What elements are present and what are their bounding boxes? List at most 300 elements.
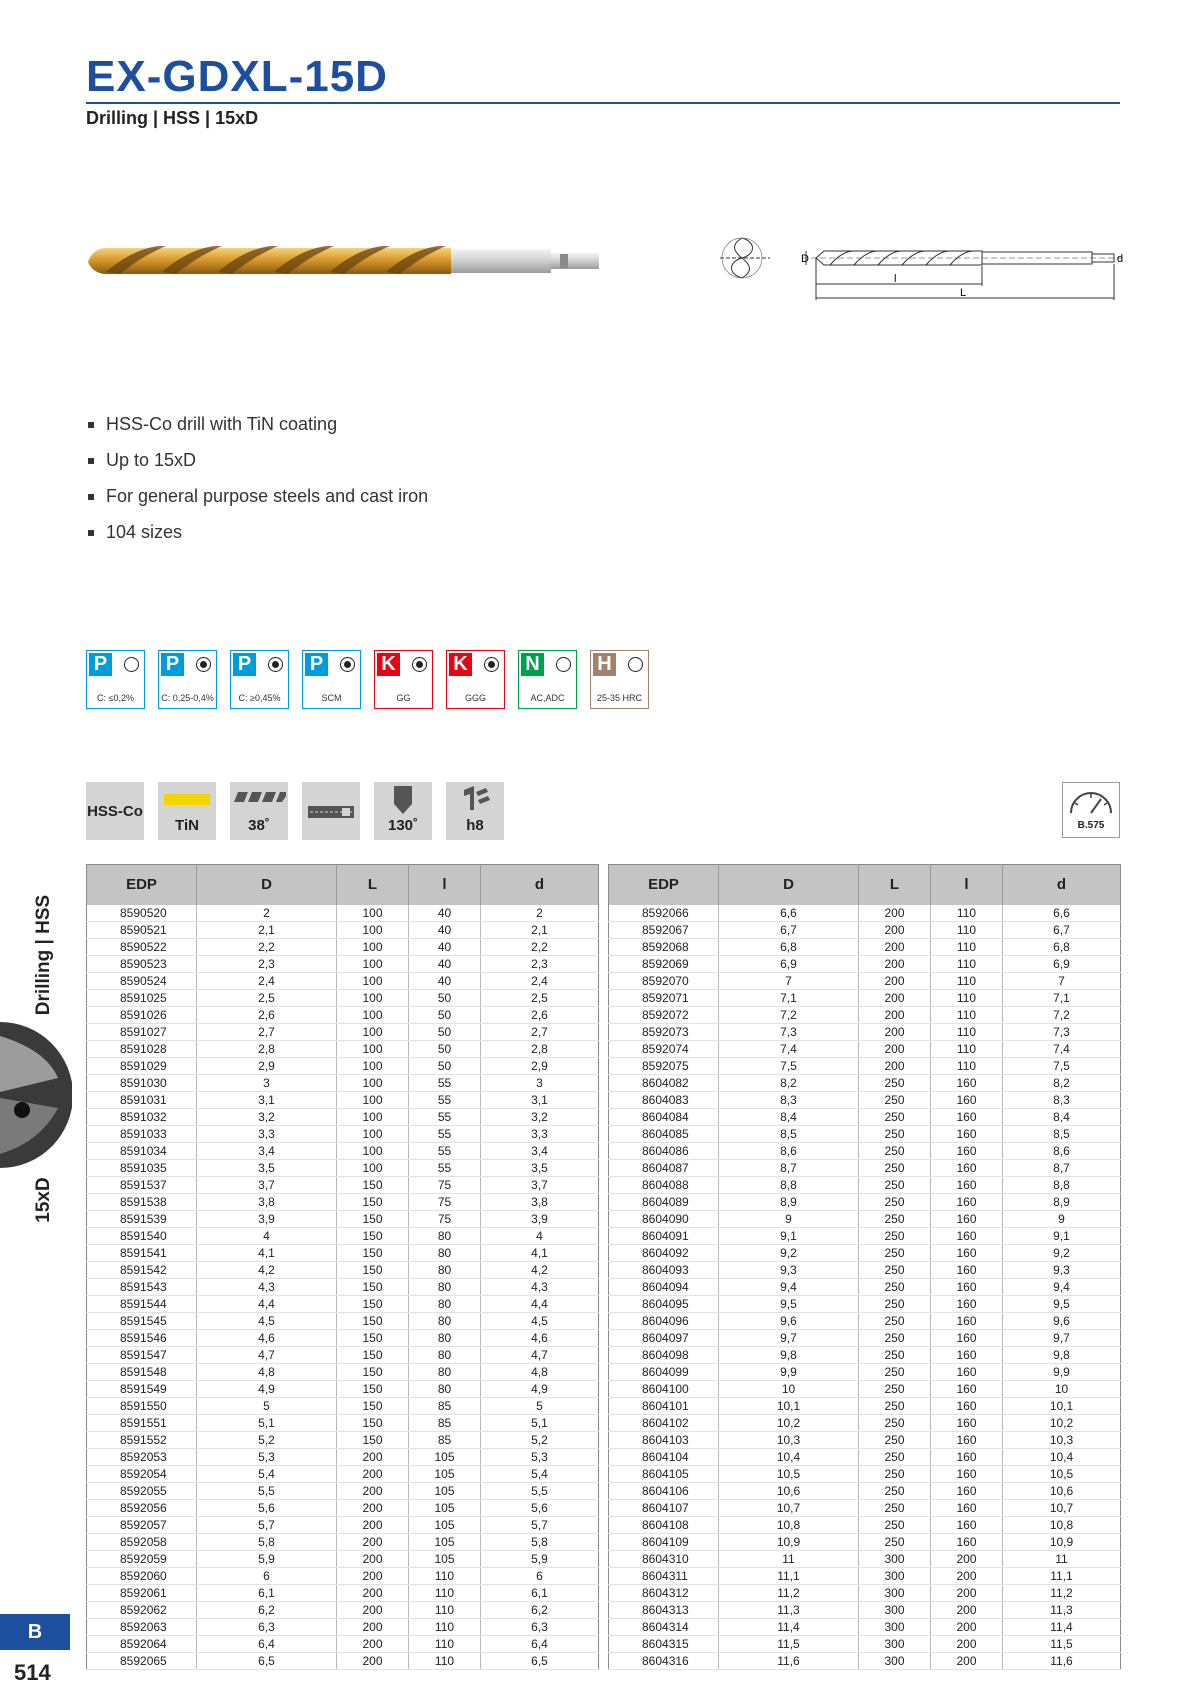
table-row <box>609 1108 1121 1125</box>
table-row <box>609 1635 1121 1652</box>
cell-d: 2,5 <box>481 989 599 1006</box>
cell-d: 10,7 <box>1003 1499 1121 1516</box>
cell-d: 5,9 <box>197 1550 337 1567</box>
table-row <box>87 1023 599 1040</box>
gauge-icon <box>1063 783 1119 817</box>
table-row <box>87 955 599 972</box>
cell-l: 75 <box>409 1193 481 1210</box>
cell-l: 100 <box>337 989 409 1006</box>
cell-l: 160 <box>931 1363 1003 1380</box>
cell-d: 3,8 <box>481 1193 599 1210</box>
cell-l: 160 <box>931 1091 1003 1108</box>
material-icon-n <box>518 650 577 709</box>
cell-d: 8,4 <box>1003 1108 1121 1125</box>
cell-edp: 8592058 <box>87 1533 197 1550</box>
cell-l: 160 <box>931 1380 1003 1397</box>
cell-edp: 8591541 <box>87 1244 197 1261</box>
material-hssco-badge <box>86 782 144 840</box>
cell-l: 250 <box>859 1482 931 1499</box>
cell-l: 250 <box>859 1210 931 1227</box>
cell-l: 200 <box>337 1584 409 1601</box>
cell-l: 110 <box>931 1023 1003 1040</box>
table-row <box>609 955 1121 972</box>
cell-d: 6,7 <box>719 921 859 938</box>
cell-edp: 8591540 <box>87 1227 197 1244</box>
cell-d: 4,8 <box>197 1363 337 1380</box>
helix-angle-icon <box>230 782 288 812</box>
cell-l: 200 <box>337 1533 409 1550</box>
cell-l: 160 <box>931 1125 1003 1142</box>
cell-l: 110 <box>931 1057 1003 1074</box>
title-divider <box>86 102 1120 104</box>
cell-edp: 8592055 <box>87 1482 197 1499</box>
cell-d: 8,3 <box>719 1091 859 1108</box>
table-row <box>609 1516 1121 1533</box>
cell-edp: 8591550 <box>87 1397 197 1414</box>
cell-edp: 8604091 <box>609 1227 719 1244</box>
table-row <box>609 1346 1121 1363</box>
material-letter: K <box>449 653 472 676</box>
cell-l: 200 <box>337 1482 409 1499</box>
cell-d: 4,9 <box>197 1380 337 1397</box>
cell-l: 110 <box>409 1652 481 1669</box>
cell-d: 3,2 <box>197 1108 337 1125</box>
cell-d: 8,8 <box>1003 1176 1121 1193</box>
cell-l: 160 <box>931 1295 1003 1312</box>
cell-d: 11,1 <box>719 1567 859 1584</box>
cell-l: 160 <box>931 1465 1003 1482</box>
cell-l: 80 <box>409 1261 481 1278</box>
cell-edp: 8591549 <box>87 1380 197 1397</box>
drill-technical-drawing <box>712 228 1124 308</box>
cell-l: 200 <box>931 1567 1003 1584</box>
feature-item: HSS-Co drill with TiN coating <box>86 412 428 448</box>
cell-edp: 8604313 <box>609 1601 719 1618</box>
table-row <box>87 1040 599 1057</box>
cell-l: 100 <box>337 972 409 989</box>
cell-l: 150 <box>337 1176 409 1193</box>
cell-l: 250 <box>859 1159 931 1176</box>
cell-d: 6 <box>197 1567 337 1584</box>
cell-l: 105 <box>409 1482 481 1499</box>
cell-edp: 8591548 <box>87 1363 197 1380</box>
coating-color-bar <box>164 794 210 805</box>
cell-d: 9,4 <box>1003 1278 1121 1295</box>
drill-cross-section-graphic <box>0 1022 72 1168</box>
column-header-l: l <box>931 865 1003 905</box>
cell-l: 50 <box>409 1006 481 1023</box>
table-row <box>609 972 1121 989</box>
cell-d: 11,4 <box>719 1618 859 1635</box>
cell-d: 7 <box>1003 972 1121 989</box>
cell-edp: 8590521 <box>87 921 197 938</box>
table-row <box>87 1091 599 1108</box>
cell-l: 250 <box>859 1125 931 1142</box>
table-row <box>87 1448 599 1465</box>
cell-l: 160 <box>931 1329 1003 1346</box>
cell-l: 200 <box>859 1040 931 1057</box>
cell-l: 150 <box>337 1363 409 1380</box>
cell-d: 2 <box>481 905 599 922</box>
cell-d: 2,9 <box>197 1057 337 1074</box>
cell-d: 5,4 <box>481 1465 599 1482</box>
shank-icon <box>302 782 360 840</box>
cell-d: 6,4 <box>481 1635 599 1652</box>
cell-l: 100 <box>337 905 409 922</box>
cell-l: 250 <box>859 1380 931 1397</box>
cell-d: 4,9 <box>481 1380 599 1397</box>
cell-edp: 8591551 <box>87 1414 197 1431</box>
cell-l: 160 <box>931 1533 1003 1550</box>
cell-l: 250 <box>859 1516 931 1533</box>
table-row <box>87 1193 599 1210</box>
cell-d: 4,5 <box>197 1312 337 1329</box>
cell-l: 160 <box>931 1516 1003 1533</box>
cell-edp: 8590522 <box>87 938 197 955</box>
table-row <box>609 1329 1121 1346</box>
table-row <box>609 1584 1121 1601</box>
cell-l: 160 <box>931 1074 1003 1091</box>
material-icon-p <box>158 650 217 709</box>
cell-l: 200 <box>931 1652 1003 1669</box>
cell-l: 160 <box>931 1210 1003 1227</box>
material-icon-k <box>374 650 433 709</box>
table-row <box>609 1023 1121 1040</box>
cell-d: 3,1 <box>481 1091 599 1108</box>
cell-l: 300 <box>859 1635 931 1652</box>
cell-d: 3,1 <box>197 1091 337 1108</box>
table-row <box>609 1261 1121 1278</box>
cell-d: 10,5 <box>719 1465 859 1482</box>
cell-d: 4,6 <box>197 1329 337 1346</box>
table-row <box>609 1499 1121 1516</box>
dim-label-L: L <box>960 287 967 299</box>
cell-d: 5 <box>481 1397 599 1414</box>
cell-l: 80 <box>409 1295 481 1312</box>
cell-edp: 8591029 <box>87 1057 197 1074</box>
cell-d: 11,2 <box>1003 1584 1121 1601</box>
material-letter: K <box>377 653 400 676</box>
cell-edp: 8591032 <box>87 1108 197 1125</box>
cell-l: 110 <box>931 921 1003 938</box>
cell-l: 200 <box>337 1567 409 1584</box>
table-row <box>609 1227 1121 1244</box>
cell-l: 150 <box>337 1346 409 1363</box>
cell-d: 2,2 <box>197 938 337 955</box>
side-section-label <box>28 895 60 1015</box>
cell-edp: 8604312 <box>609 1584 719 1601</box>
drill-product-image <box>86 232 606 288</box>
cell-d: 3,7 <box>481 1176 599 1193</box>
cell-l: 200 <box>337 1652 409 1669</box>
material-caption: C: ≤0,2% <box>97 693 134 703</box>
cell-d: 6,4 <box>197 1635 337 1652</box>
cell-l: 55 <box>409 1142 481 1159</box>
cell-l: 200 <box>859 921 931 938</box>
cell-d: 3,3 <box>481 1125 599 1142</box>
cell-d: 4,2 <box>481 1261 599 1278</box>
table-row <box>87 905 599 922</box>
cell-l: 100 <box>337 1023 409 1040</box>
table-row <box>87 1057 599 1074</box>
cell-edp: 8591026 <box>87 1006 197 1023</box>
cell-d: 2,4 <box>481 972 599 989</box>
cell-d: 9,6 <box>719 1312 859 1329</box>
cell-d: 3,9 <box>481 1210 599 1227</box>
cell-d: 8,5 <box>719 1125 859 1142</box>
cell-d: 3,4 <box>481 1142 599 1159</box>
cell-edp: 8592060 <box>87 1567 197 1584</box>
table-row <box>609 1363 1121 1380</box>
tolerance-badge <box>446 782 504 840</box>
cell-d: 2,1 <box>481 921 599 938</box>
table-row <box>609 1074 1121 1091</box>
table-row <box>87 1278 599 1295</box>
cell-l: 150 <box>337 1380 409 1397</box>
section-tab[interactable]: B <box>0 1614 70 1650</box>
cell-d: 6,1 <box>481 1584 599 1601</box>
cell-l: 80 <box>409 1312 481 1329</box>
cell-d: 5,6 <box>481 1499 599 1516</box>
cell-l: 250 <box>859 1414 931 1431</box>
cell-l: 200 <box>859 989 931 1006</box>
cell-edp: 8604109 <box>609 1533 719 1550</box>
cell-l: 200 <box>337 1618 409 1635</box>
table-row <box>87 1176 599 1193</box>
cell-d: 8,5 <box>1003 1125 1121 1142</box>
table-row <box>87 921 599 938</box>
cell-d: 6,2 <box>481 1601 599 1618</box>
cell-d: 5 <box>197 1397 337 1414</box>
cell-l: 55 <box>409 1125 481 1142</box>
cell-edp: 8592066 <box>609 905 719 922</box>
cell-edp: 8591538 <box>87 1193 197 1210</box>
table-row <box>609 989 1121 1006</box>
table-row <box>87 1533 599 1550</box>
cell-l: 300 <box>859 1601 931 1618</box>
table-row <box>609 1414 1121 1431</box>
table-row <box>609 1210 1121 1227</box>
cell-d: 6,1 <box>197 1584 337 1601</box>
cell-edp: 8592075 <box>609 1057 719 1074</box>
cell-d: 2,6 <box>481 1006 599 1023</box>
cell-d: 2,5 <box>197 989 337 1006</box>
material-caption: SCM <box>321 693 342 703</box>
spec-table-right <box>608 864 1121 1670</box>
cell-d: 9,3 <box>1003 1261 1121 1278</box>
cell-d: 8,9 <box>719 1193 859 1210</box>
cell-l: 160 <box>931 1346 1003 1363</box>
cell-d: 2 <box>197 905 337 922</box>
column-header-L: L <box>859 865 931 905</box>
cell-edp: 8592063 <box>87 1618 197 1635</box>
cell-d: 9,5 <box>1003 1295 1121 1312</box>
cell-d: 8,4 <box>719 1108 859 1125</box>
cell-d: 5,7 <box>481 1516 599 1533</box>
cell-l: 250 <box>859 1295 931 1312</box>
suitability-partial-icon <box>556 657 571 672</box>
cell-d: 8,8 <box>719 1176 859 1193</box>
table-row <box>609 1550 1121 1567</box>
cell-l: 250 <box>859 1533 931 1550</box>
page-subtitle: Drilling | HSS | 15xD <box>86 108 259 128</box>
cell-d: 3,9 <box>197 1210 337 1227</box>
cell-d: 3 <box>197 1074 337 1091</box>
cell-d: 7,5 <box>719 1057 859 1074</box>
cell-d: 6,6 <box>719 905 859 922</box>
cell-edp: 8591030 <box>87 1074 197 1091</box>
table-row <box>609 921 1121 938</box>
cell-l: 200 <box>337 1499 409 1516</box>
cell-edp: 8604103 <box>609 1431 719 1448</box>
cell-d: 6,8 <box>719 938 859 955</box>
cell-edp: 8592067 <box>609 921 719 938</box>
cell-edp: 8591027 <box>87 1023 197 1040</box>
shank-badge <box>302 782 360 840</box>
cell-d: 2,3 <box>481 955 599 972</box>
cell-d: 10,6 <box>719 1482 859 1499</box>
table-row <box>87 1074 599 1091</box>
table-row <box>87 1227 599 1244</box>
table-row <box>609 1618 1121 1635</box>
cell-d: 10,9 <box>1003 1533 1121 1550</box>
cell-l: 250 <box>859 1091 931 1108</box>
cell-l: 160 <box>931 1397 1003 1414</box>
cell-d: 9,9 <box>1003 1363 1121 1380</box>
cell-d: 8,7 <box>1003 1159 1121 1176</box>
cell-l: 105 <box>409 1448 481 1465</box>
cell-d: 10,4 <box>1003 1448 1121 1465</box>
table-row <box>87 989 599 1006</box>
table-row <box>609 1295 1121 1312</box>
cell-edp: 8604082 <box>609 1074 719 1091</box>
table-row <box>87 972 599 989</box>
cell-d: 2,4 <box>197 972 337 989</box>
cell-l: 150 <box>337 1261 409 1278</box>
cell-edp: 8604089 <box>609 1193 719 1210</box>
page-number: 514 <box>14 1660 51 1685</box>
cell-l: 110 <box>931 1040 1003 1057</box>
cell-l: 200 <box>859 938 931 955</box>
table-row <box>87 1584 599 1601</box>
table-row <box>87 1346 599 1363</box>
cell-edp: 8591543 <box>87 1278 197 1295</box>
cell-l: 100 <box>337 1125 409 1142</box>
cell-l: 110 <box>931 955 1003 972</box>
cell-l: 160 <box>931 1159 1003 1176</box>
cell-d: 7,3 <box>1003 1023 1121 1040</box>
column-header-d: d <box>481 865 599 905</box>
cell-d: 10,8 <box>1003 1516 1121 1533</box>
table-row <box>87 1397 599 1414</box>
cell-l: 80 <box>409 1346 481 1363</box>
cell-edp: 8592059 <box>87 1550 197 1567</box>
cell-edp: 8591545 <box>87 1312 197 1329</box>
cell-d: 4,5 <box>481 1312 599 1329</box>
reference-badge[interactable] <box>1062 782 1120 838</box>
cell-d: 10,3 <box>719 1431 859 1448</box>
column-header-edp: EDP <box>609 865 719 905</box>
cell-d: 10,2 <box>719 1414 859 1431</box>
cell-d: 7,4 <box>719 1040 859 1057</box>
cell-d: 5,2 <box>197 1431 337 1448</box>
helix-angle-label: 38˚ <box>248 817 270 834</box>
cell-edp: 8592053 <box>87 1448 197 1465</box>
cell-edp: 8591552 <box>87 1431 197 1448</box>
cell-d: 8,7 <box>719 1159 859 1176</box>
cell-l: 200 <box>859 905 931 922</box>
cell-d: 5,8 <box>197 1533 337 1550</box>
table-row <box>87 1516 599 1533</box>
cell-edp: 8592056 <box>87 1499 197 1516</box>
cell-edp: 8591537 <box>87 1176 197 1193</box>
cell-edp: 8591546 <box>87 1329 197 1346</box>
cell-edp: 8592054 <box>87 1465 197 1482</box>
table-row <box>609 1006 1121 1023</box>
cell-l: 200 <box>931 1584 1003 1601</box>
cell-l: 200 <box>931 1550 1003 1567</box>
dim-label-d: d <box>1117 253 1124 265</box>
cell-l: 250 <box>859 1346 931 1363</box>
cell-edp: 8604104 <box>609 1448 719 1465</box>
cell-edp: 8604093 <box>609 1261 719 1278</box>
cell-l: 150 <box>337 1329 409 1346</box>
cell-d: 9,9 <box>719 1363 859 1380</box>
material-letter: P <box>161 653 184 676</box>
cell-edp: 8591035 <box>87 1159 197 1176</box>
material-label: HSS-Co <box>87 803 143 820</box>
cell-d: 3,2 <box>481 1108 599 1125</box>
cell-d: 6,2 <box>197 1601 337 1618</box>
cell-l: 105 <box>409 1550 481 1567</box>
cell-d: 11,5 <box>719 1635 859 1652</box>
cell-d: 9,1 <box>719 1227 859 1244</box>
feature-item: For general purpose steels and cast iron <box>86 484 428 520</box>
cell-l: 200 <box>931 1618 1003 1635</box>
cell-d: 3,8 <box>197 1193 337 1210</box>
cell-l: 250 <box>859 1363 931 1380</box>
cell-l: 250 <box>859 1244 931 1261</box>
cell-d: 6,3 <box>197 1618 337 1635</box>
suitability-partial-icon <box>124 657 139 672</box>
table-row <box>609 1142 1121 1159</box>
cell-d: 10,6 <box>1003 1482 1121 1499</box>
cell-l: 100 <box>337 1057 409 1074</box>
column-header-l: l <box>409 865 481 905</box>
table-row <box>87 1108 599 1125</box>
cell-d: 5,3 <box>481 1448 599 1465</box>
table-row <box>609 1176 1121 1193</box>
cell-edp: 8591025 <box>87 989 197 1006</box>
cell-d: 4,3 <box>197 1278 337 1295</box>
cell-d: 4,1 <box>197 1244 337 1261</box>
cell-d: 8,3 <box>1003 1091 1121 1108</box>
cell-edp: 8604098 <box>609 1346 719 1363</box>
cell-d: 6,3 <box>481 1618 599 1635</box>
column-header-D: D <box>719 865 859 905</box>
material-letter: P <box>89 653 112 676</box>
suitability-partial-icon <box>628 657 643 672</box>
cell-edp: 8604096 <box>609 1312 719 1329</box>
material-letter: N <box>521 653 544 676</box>
cell-d: 2,7 <box>197 1023 337 1040</box>
table-row <box>609 1652 1121 1669</box>
cell-l: 160 <box>931 1499 1003 1516</box>
cell-d: 10,9 <box>719 1533 859 1550</box>
cell-d: 8,6 <box>719 1142 859 1159</box>
cell-l: 55 <box>409 1108 481 1125</box>
table-row <box>609 1465 1121 1482</box>
